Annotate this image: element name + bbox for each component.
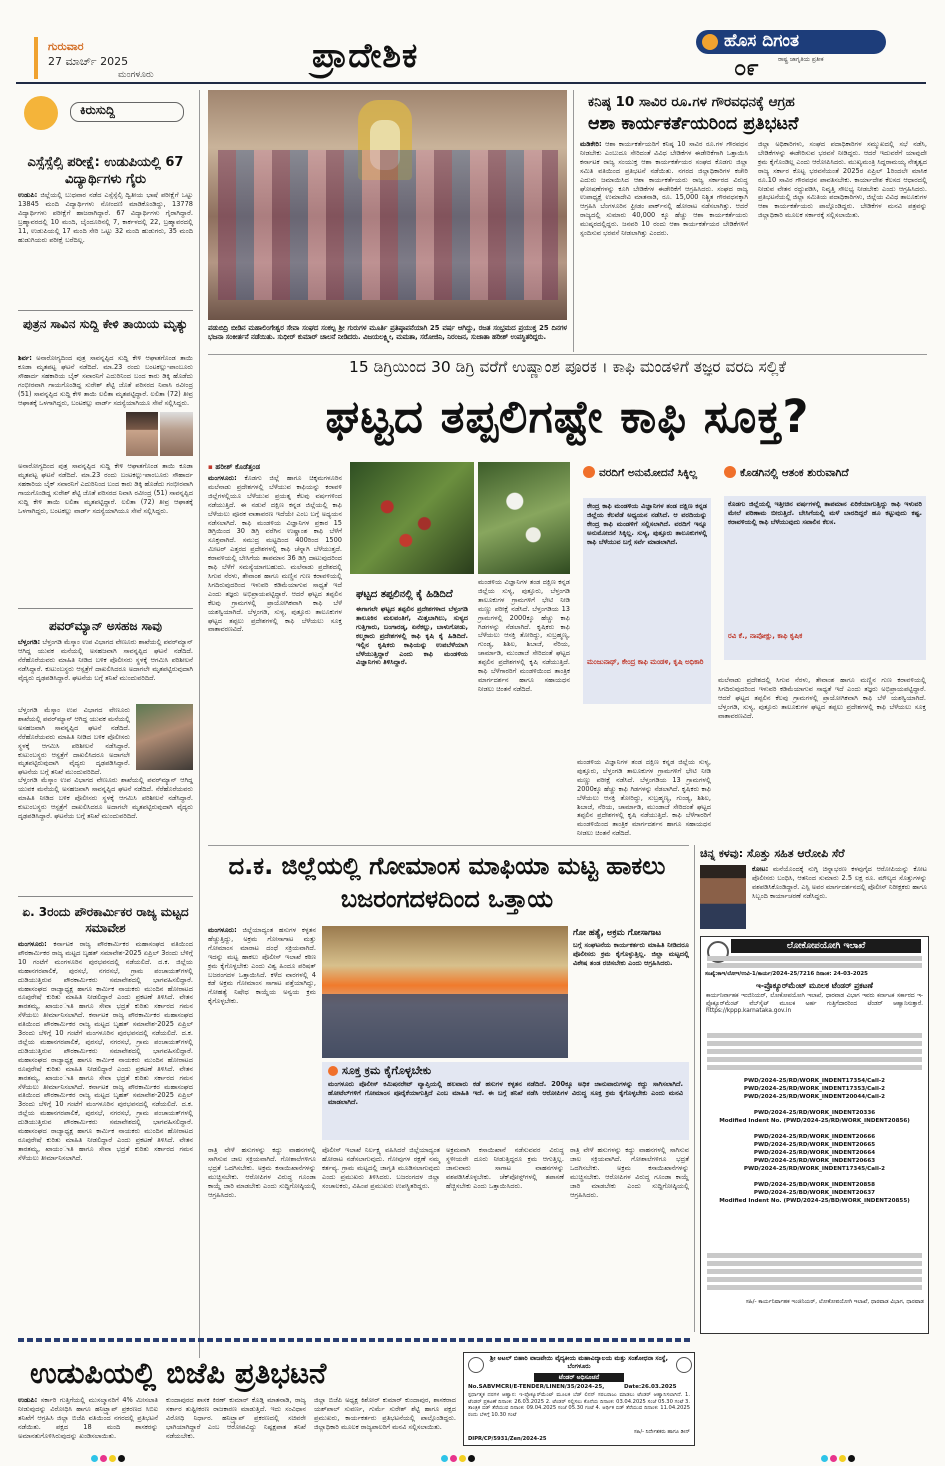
pwd-ad-ref: ಸಂಖ್ಯೆ:ಕಾಇ/ಲೋಇ/ಉವಿ-1/ಕಾರ್ಯ/2024-25/7216 ದಿನಾಂಕ: 24-03-2025 bbox=[705, 971, 868, 977]
lamp-icon bbox=[702, 34, 718, 50]
hospital-ad-title: ಶ್ರೀ ಅಟಲ್ ಬಿಹಾರಿ ವಾಜಪೇಯಿ ವೈದ್ಯಕೀಯ ಮಹಾವಿದ್ಯಾಲಯ ಮತ್ತು ಸಂಶೋಧನಾ ಸಂಸ್ಥೆ, ಬೆಂಗಳೂರು bbox=[490, 1355, 668, 1370]
coffee-photo-flowers bbox=[478, 462, 570, 574]
asha-dateline: ಮಡಿಕೇರಿ: bbox=[580, 140, 602, 148]
pwd-indent-item: PWD/2024-25/RD/WORK_INDENT20665 bbox=[753, 1142, 876, 1148]
pwd-indent-list bbox=[705, 1077, 924, 1205]
sidebar-header bbox=[18, 94, 193, 134]
cow-body-col4: ರಾತ್ರಿ ವೇಳೆ ಹಸುಗಳನ್ನು ಕದ್ದು ವಾಹನಗಳಲ್ಲಿ ಸಾಗಿಸುವ ಜಾಲ ಸಕ್ರಿಯವಾಗಿದೆ. ಗೋಶಾಲೆಗಳಿಗೂ ಭದ್ರತೆ ಒದಗಿಸಬೇಕು. ಅಕ್ರಮ ಕಸಾಯಿಖಾನೆಗಳನ್ನು ಮುಚ್ಚಿಸಬೇಕು. ಆರೋಪಿಗಳ ವಿರುದ್ಧ ಗೂಂಡಾ ಕಾಯ್ದೆ ಜಾರಿ ಮಾಡಬೇಕು ಎಂದು ಸುದ್ದಿಗೋಷ್ಠಿಯಲ್ಲಿ ಆಗ್ರಹಿಸಿದರು. bbox=[570, 1146, 689, 1199]
coffee-box-kodagu bbox=[718, 462, 926, 670]
coffee-dateline: ಮಂಗಳೂರು: bbox=[208, 474, 237, 482]
pwd-indent-item: PWD/2024-25/BD/WORK_INDENT20637 bbox=[753, 1190, 876, 1196]
sidebar-headline: ಏ. 3ರಂದು ಪೌರಕಾರ್ಮಿಕರ ರಾಜ್ಯ ಮಟ್ಟದ ಸಮಾವೇಶ bbox=[22, 905, 189, 935]
pwd-indent-item: PWD/2024-25/RD/WORK_INDENT17345/Call-2 bbox=[743, 1166, 886, 1172]
pwd-indent-item: PWD/2024-25/BD/WORK_INDENT20858 bbox=[753, 1182, 876, 1188]
pwd-ad-body: ಕಾರ್ಯನಿರ್ವಾಹಕ ಇಂಜಿನಿಯರ್, ಲೋಕೋಪಯೋಗಿ ಇಲಾಖೆ, ಧಾರವಾಡ ವಿಭಾಗ ಇವರು ಕರ್ನಾಟಕ ಸರ್ಕಾರದ ಇ-ಪ್ರೊಕ್ಯೂರ್‌ಮೆಂಟ್ ವೆಬ್‌ಸೈಟ್ ಮೂಲಕ ಅರ್ಹ ಗುತ್ತಿಗೆದಾರರಿಂದ ಟೆಂಡರ್ ಆಹ್ವಾನಿಸುತ್ತಾರೆ. https://kppp.karnataka.gov.in bbox=[706, 993, 923, 1015]
coffee-body-col4: ಮಲೆನಾಡು ಪ್ರದೇಶದಲ್ಲಿ ಸಿಗುವ ನೆರಳು, ತೇವಾಂಶ ಹಾಗೂ ಮಣ್ಣಿನ ಗುಣ ಕರಾವಳಿಯಲ್ಲಿ ಸಿಗದಿರುವುದರಿಂದ ಇಳುವರಿ ಕಡಿಮೆಯಾಗುವ ಸಾಧ್ಯತೆ ಇದೆ ಎಂದು ತಜ್ಞರು ಅಭಿಪ್ರಾಯಪಟ್ಟಿದ್ದಾರೆ. ಆದರೆ ಘಟ್ಟದ ತಪ್ಪಲಿನ ಕೆಲವು ಗ್ರಾಮಗಳಲ್ಲಿ ಪ್ರಾಯೋಗಿಕವಾಗಿ ಕಾಫಿ ಬೆಳೆ ಯಶಸ್ವಿಯಾಗಿದೆ. ಬೆಳ್ತಂಗಡಿ, ಸುಳ್ಯ, ಪುತ್ತೂರು ತಾಲೂಕುಗಳ ಘಟ್ಟದ ತಪ್ಪಲು ಪ್ರದೇಶಗಳಲ್ಲಿ ಕಾಫಿ ಬೆಳೆಯಲು ಸೂಕ್ತ ವಾತಾವರಣವಿದೆ. bbox=[718, 676, 926, 720]
orange-bubble-icon bbox=[583, 466, 595, 478]
registration-marks-center bbox=[440, 1447, 476, 1466]
photo-powerman bbox=[136, 704, 193, 770]
masthead-left-bar bbox=[34, 37, 38, 79]
sidebar-body: ಬೆಳ್ತಂಗಡಿ ಮೆಸ್ಕಾಂ ಉಪ ವಿಭಾಗದ ವೇಣೂರು ಶಾಖೆಯಲ್ಲಿ ಪವರ್‌ಮ್ಯಾನ್ ಆಗಿದ್ದ ಯುವಕ ಮನೆಯಲ್ಲಿ ಅಸಹಜವಾಗಿ ಸಾವನ್ನಪ್ಪಿದ ಘಟನೆ ನಡೆದಿದೆ. ನೆರೆಹೊರೆಯವರು ಮಾಹಿತಿ ನೀಡಿದ ಬಳಿಕ ಪೊಲೀಸರು ಸ್ಥಳಕ್ಕೆ ಆಗಮಿಸಿ ಪರಿಶೀಲನೆ ನಡೆಸಿದ್ದಾರೆ. ಕುಟುಂಬಸ್ಥರು ಆಸ್ಪತ್ರೆಗೆ ದಾಖಲಿಸಿದರೂ ಅದಾಗಲೇ ಮೃತಪಟ್ಟಿರುವುದಾಗಿ ವೈದ್ಯರು ದೃಢಪಡಿಸಿದ್ದಾರೆ. ಘಟನೆಯ ಬಗ್ಗೆ ತನಿಖೆ ಮುಂದುವರಿದಿದೆ. bbox=[18, 638, 193, 682]
coffee-photo-berries bbox=[350, 462, 474, 574]
cow-body-col1b: ರಾತ್ರಿ ವೇಳೆ ಹಸುಗಳನ್ನು ಕದ್ದು ವಾಹನಗಳಲ್ಲಿ ಸಾಗಿಸುವ ಜಾಲ ಸಕ್ರಿಯವಾಗಿದೆ. ಗೋಶಾಲೆಗಳಿಗೂ ಭದ್ರತೆ ಒದಗಿಸಬೇಕು. ಅಕ್ರಮ ಕಸಾಯಿಖಾನೆಗಳನ್ನು ಮುಚ್ಚಿಸಬೇಕು. ಆರೋಪಿಗಳ ವಿರುದ್ಧ ಗೂಂಡಾ ಕಾಯ್ದೆ ಜಾರಿ ಮಾಡಬೇಕು ಎಂದು ಸುದ್ದಿಗೋಷ್ಠಿಯಲ್ಲಿ ಆಗ್ರಹಿಸಿದರು. bbox=[208, 1146, 316, 1199]
photo-accused bbox=[700, 865, 746, 929]
asha-kicker: ಕನಿಷ್ಠ 10 ಸಾವಿರ ರೂ.ಗಳ ಗೌರವಧನಕ್ಕೆ ಆಗ್ರಹ bbox=[588, 94, 795, 110]
hospital-ad-body: ಸ್ಪರ್ಧಾತ್ಮಕ ದರಗಳ ಆಹ್ವಾನ: ಇ-ಪ್ರೊಕ್ಯೂರ್‌ಮೆಂಟ್ ಮೂಲಕ ಬೆಡ್ ಲಿನನ್ ಸರಬರಾಜು ಮಾಡಲು ಟೆಂಡರ್ ಆಹ್ವಾನಿಸಲಾಗಿದೆ. 1. ಟೆಂಡರ್ ಪ್ರಕಟಣೆ ದಿನಾಂಕ: 26.03.2025 2. ಟೆಂಡರ್ ಸಲ್ಲಿಸಲು ಕೊನೆಯ ದಿನಾಂಕ: 03.04.2025 ಸಂಜೆ 05.30 ಗಂಟೆ 3. ತಾಂತ್ರಿಕ ಬಿಡ್ ತೆರೆಯುವ ದಿನಾಂಕ: 09.04.2025 ಸಂಜೆ 05.30 ಗಂಟೆ 4. ಆರ್ಥಿಕ ಬಿಡ್ ತೆರೆಯುವ ದಿನಾಂಕ: 11.04.2025 ರಂದು ಬೆಳಿಗ್ಗೆ 10.30 ಗಂಟೆ bbox=[468, 1392, 690, 1418]
pwd-ad-footer: ಸಹಿ/- ಕಾರ್ಯನಿರ್ವಾಹಕ ಇಂಜಿನಿಯರ್, ಲೋಕೋಪಯೋಗಿ ಇಲಾಖೆ, ಧಾರವಾಡ ವಿಭಾಗ, ಧಾರವಾಡ bbox=[745, 1299, 924, 1305]
coffee-box-report bbox=[577, 462, 711, 752]
cow-inset1-body: ಬಗ್ಗೆ ಸಂಘಟನೆಯ ಕಾರ್ಯಕರ್ತರು ಮಾಹಿತಿ ನೀಡಿದರೂ ಪೊಲೀಸರು ಕ್ರಮ ಕೈಗೊಳ್ಳುತ್ತಿಲ್ಲ. ಜಿಲ್ಲಾ ಮಟ್ಟದಲ್ಲಿ ವಿಶೇಷ ತಂಡ ರಚಿಸಬೇಕು ಎಂದು ಆಗ್ರಹಿಸಿದರು. bbox=[573, 941, 689, 967]
bjp-body-col3: ಜಿಲ್ಲಾ ಬಿಜೆಪಿ ಅಧ್ಯಕ್ಷ ಕಿಶೋರ್ ಕುಮಾರ್ ಕುಂದಾಪುರ, ಶಾಸಕರಾದ ಯಶ್‌ಪಾಲ್ ಸುವರ್ಣ, ಗುರ್ಮೆ ಸುರೇಶ್ ಶೆಟ್ಟಿ ಹಾಗೂ ಪಕ್ಷದ ಪ್ರಮುಖರು, ಕಾರ್ಯಕರ್ತರು ಪ್ರತಿಭಟನೆಯಲ್ಲಿ ಪಾಲ್ಗೊಂಡಿದ್ದರು. ಜಿಲ್ಲಾಧಿಕಾರಿ ಮೂಲಕ ರಾಜ್ಯಪಾಲರಿಗೆ ಮನವಿ ಸಲ್ಲಿಸಲಾಯಿತು. bbox=[314, 1396, 456, 1431]
theft-dateline: ಕೋಟ: bbox=[752, 865, 769, 873]
hand-pointing-icon bbox=[24, 96, 58, 130]
sidebar-divider bbox=[18, 310, 193, 311]
cow-vertical-rule bbox=[694, 845, 695, 1332]
registration-marks-left bbox=[90, 1447, 126, 1466]
cow-top-rule bbox=[208, 845, 689, 846]
coffee-byline: ▪ ಹರೀಶ್ ಕೊಡೆತ್ತಂಡ bbox=[208, 462, 261, 471]
sidebar-dateline: ಮಂಗಳೂರು: bbox=[18, 940, 47, 948]
emblem-right-icon bbox=[676, 1357, 692, 1373]
sidebar-body-extra: ಅನಾರೋಗ್ಯದಿಂದ ಪುತ್ರ ಸಾವನ್ನಪ್ಪಿದ ಸುದ್ದಿ ಕೇಳಿ ಆಘಾತಗೊಂಡ ತಾಯಿ ಕೂಡಾ ಮೃತಪಟ್ಟ ಘಟನೆ ನಡೆದಿದೆ. ಮಾ.23 ರಂದು ಬಂಟಕಲ್ಲು-ಪಾಂಬೂರು ಸೌಹಾರ್ದ ಸಹಕಾರಿಯ ಬೈಕ್ ಸವಾರನಿಗೆ ಎದುರಿನಿಂದ ಬಂದ ಕಾರು ಡಿಕ್ಕಿ ಹೊಡೆದು ಗಂಭೀರವಾಗಿ ಗಾಯಗೊಂಡಿದ್ದ ಸುರೇಶ್ ಶೆಟ್ಟಿ ಜೊತೆ ಪರಿಸರದ ನಿವಾಸಿ ರವೀಂದ್ರ (51) ಸಾವನ್ನಪ್ಪಿದ ಸುದ್ದಿ ಕೇಳಿ ತಾಯಿ ಲಲಿತಾ ಮೃತಪಟ್ಟಿದ್ದಾರೆ. ಲಲಿತಾ (72) ತೀವ್ರ ಆಘಾತಕ್ಕೆ ಒಳಗಾಗಿದ್ದರು, ಬಂಟಕಲ್ಲು ವಾರ್ಡ್ ಸದಸ್ಯೆಯಾಗಿಯೂ ಸೇವೆ ಸಲ್ಲಿಸಿದ್ದರು. bbox=[18, 462, 193, 515]
pen-icon: ▪ bbox=[208, 462, 216, 471]
sidebar-vertical-rule bbox=[199, 90, 200, 1358]
asha-story bbox=[580, 90, 927, 352]
bjp-headline: ಉಡುಪಿಯಲ್ಲಿ ಬಿಜೆಪಿ ಪ್ರತಿಭಟನೆ bbox=[30, 1356, 327, 1390]
cow-inset2 bbox=[322, 1062, 689, 1140]
hospital-ad-ref: No.SABVMCRI/E-TENDER/LINEN/35/2024-25, bbox=[468, 1384, 605, 1390]
coffee-kicker-rule bbox=[208, 354, 927, 355]
pwd-indent-item: PWD/2024-25/RD/WORK_INDENT20336 bbox=[753, 1110, 876, 1116]
asha-body-col2: ಜಿಲ್ಲಾ ಅಧಿಕಾರಿಗಳು, ಸಂಘದ ಪದಾಧಿಕಾರಿಗಳ ಸಮ್ಮುಖದಲ್ಲಿ ಸಭೆ ನಡೆಸಿ, ಬೇಡಿಕೆಗಳನ್ನು ಈಡೇರಿಸುವ ಭರವಸೆ ನೀಡಿದ್ದರು. ಆದರೆ ಇದುವರೆಗೆ ಯಾವುದೇ ಕ್ರಮ ಕೈಗೊಂಡಿಲ್ಲ ಎಂದು ಆರೋಪಿಸಿದರು. ಮುಖ್ಯಮಂತ್ರಿ ಸಿದ್ದರಾಮಯ್ಯ ನೇತೃತ್ವದ ರಾಜ್ಯ ಸರ್ಕಾರ ಕೊಟ್ಟ ಭರವಸೆಯಂತೆ 2025ರ ಏಪ್ರಿಲ್ 1ರಿಂದಲೇ ಮಾಸಿಕ ರೂ.10 ಸಾವಿರ ಗೌರವಧನ ಪಾವತಿಸಬೇಕು. ಕಾರ್ಯಾದೇಶ ಕೆಲಸದ ಆಧಾರದಲ್ಲಿ ನೀಡುವ ವೇತನ ರದ್ದುಪಡಿಸಿ, ನಿವೃತ್ತಿ ಸೌಲಭ್ಯ ನೀಡಬೇಕು ಎಂದು ಆಗ್ರಹಿಸಿದರು. ಪ್ರತಿಭಟನೆಯಲ್ಲಿ ಜಿಲ್ಲಾ ಸಮಿತಿಯ ಪದಾಧಿಕಾರಿಗಳು, ಜಿಲ್ಲೆಯ ವಿವಿಧ ತಾಲೂಕುಗಳ ಆಶಾ ಕಾರ್ಯಕರ್ತೆಯರು ಪಾಲ್ಗೊಂಡಿದ್ದರು. ಬೇಡಿಕೆಗಳ ಮನವಿ ಪತ್ರವನ್ನು ಜಿಲ್ಲಾಧಿಕಾರಿ ಮೂಲಕ ಸರ್ಕಾರಕ್ಕೆ ಸಲ್ಲಿಸಲಾಯಿತು. bbox=[758, 140, 927, 220]
registration-marks-right bbox=[820, 1447, 856, 1466]
coffee-inset bbox=[350, 578, 474, 836]
asha-headline: ಆಶಾ ಕಾರ್ಯಕರ್ತೆಯರಿಂದ ಪ್ರತಿಭಟನೆ bbox=[588, 114, 799, 134]
orange-bubble-icon bbox=[328, 1066, 338, 1076]
photo-man bbox=[126, 412, 158, 456]
paper-tagline: ರಾಷ್ಟ್ರ ಜಾಗೃತಿಯ ಪ್ರತೀಕ bbox=[778, 56, 824, 63]
coffee-body-col1: ಕೊಡಗು ಜಿಲ್ಲೆ ಹಾಗೂ ಚಿಕ್ಕಮಗಳೂರಿನ ಮಲೆನಾಡು ಪ್ರದೇಶಗಳಲ್ಲಿ ಬೆಳೆಯುವ ಕಾಫಿಯನ್ನು ಕರಾವಳಿ ಜಿಲ್ಲೆಗಳಲ್ಲಿಯೂ ಬೆಳೆಯುವ ಪ್ರಯತ್ನ ಕೆಲವು ವರ್ಷಗಳಿಂದ ನಡೆಯುತ್ತಿದೆ. ಈ ನಡುವೆ ದಕ್ಷಿಣ ಕನ್ನಡ ಜಿಲ್ಲೆಯಲ್ಲಿ ಕಾಫಿ ಬೆಳೆಯಲು ಪೂರಕ ವಾತಾವರಣ ಇದೆಯೇ ಎಂಬ ಬಗ್ಗೆ ಅಧ್ಯಯನ ನಡೆಸಲಾಗಿದೆ. ಕಾಫಿ ಮಂಡಳಿಯ ವಿಜ್ಞಾನಿಗಳ ಪ್ರಕಾರ 15 ಡಿಗ್ರಿಯಿಂದ 30 ಡಿಗ್ರಿ ವರೆಗಿನ ಉಷ್ಣಾಂಶ ಕಾಫಿ ಬೆಳೆಗೆ ಸೂಕ್ತವಾಗಿದೆ. ಸಮುದ್ರ ಮಟ್ಟದಿಂದ 400ರಿಂದ 1500 ಮೀಟರ್ ಎತ್ತರದ ಪ್ರದೇಶಗಳಲ್ಲಿ ಕಾಫಿ ಚೆನ್ನಾಗಿ ಬೆಳೆಯುತ್ತದೆ. ಕರಾವಳಿಯಲ್ಲಿ ಬೇಸಿಗೆಯ ತಾಪಮಾನ 36 ಡಿಗ್ರಿ ದಾಟುವುದರಿಂದ ಕಾಫಿ ಬೆಳೆಗೆ ಸಮಸ್ಯೆಯಾಗಬಹುದು. bbox=[208, 474, 342, 572]
pwd-indent-item: PWD/2024-25/RD/WORK_INDENT20664 bbox=[753, 1150, 876, 1156]
emblem-left-icon bbox=[468, 1357, 484, 1373]
sidebar-body-extra: ಬೆಳ್ತಂಗಡಿ ಮೆಸ್ಕಾಂ ಉಪ ವಿಭಾಗದ ವೇಣೂರು ಶಾಖೆಯಲ್ಲಿ ಪವರ್‌ಮ್ಯಾನ್ ಆಗಿದ್ದ ಯುವಕ ಮನೆಯಲ್ಲಿ ಅಸಹಜವಾಗಿ ಸಾವನ್ನಪ್ಪಿದ ಘಟನೆ ನಡೆದಿದೆ. ನೆರೆಹೊರೆಯವರು ಮಾಹಿತಿ ನೀಡಿದ ಬಳಿಕ ಪೊಲೀಸರು ಸ್ಥಳಕ್ಕೆ ಆಗಮಿಸಿ ಪರಿಶೀಲನೆ ನಡೆಸಿದ್ದಾರೆ. ಕುಟುಂಬಸ್ಥರು ಆಸ್ಪತ್ರೆಗೆ ದಾಖಲಿಸಿದರೂ ಅದಾಗಲೇ ಮೃತಪಟ್ಟಿರುವುದಾಗಿ ವೈದ್ಯರು ದೃಢಪಡಿಸಿದ್ದಾರೆ. ಘಟನೆಯ ಬಗ್ಗೆ ತನಿಖೆ ಮುಂದುವರಿದಿದೆ. bbox=[18, 776, 193, 820]
pwd-ad-subtitle: ಇ-ಪ್ರೊಕ್ಯೂರ್‌ಮೆಂಟ್ ಮೂಲಕ ಟೆಂಡರ್ ಪ್ರಕಟಣೆ bbox=[756, 981, 873, 990]
sidebar-item-powerman bbox=[18, 618, 193, 820]
coffee-inset-body: ಈಗಾಗಲೇ ಘಟ್ಟದ ತಪ್ಪಲಿನ ಪ್ರದೇಶಗಳಾದ ಬೆಳ್ತಂಗಡಿ ತಾಲೂಕಿನ ಮಲವಂತಿಗೆ, ಮಿತ್ತಬಾಗಿಲು, ಸುಳ್ಯದ ಗುತ್ತಿಗಾರು, ಬಂಗಾರಡ್ಕ, ಏನೆಕಲ್ಲು, ಬಾಳುಗೋಡು, ಕಲ್ಮಕಾರು ಪ್ರದೇಶಗಳಲ್ಲಿ ಕಾಫಿ ಕೃಷಿ ಕೈ ಹಿಡಿದಿದೆ. ಇಲ್ಲಿನ ಕೃಷಿಕರು ಕಾಫಿಯನ್ನು ಉಪಬೆಳೆಯಾಗಿ ಬೆಳೆಯುತ್ತಿದ್ದಾರೆ ಎಂದು ಕಾಫಿ ಮಂಡಳಿಯ ವಿಜ್ಞಾನಿಗಳು ತಿಳಿಸಿದ್ದಾರೆ. bbox=[356, 605, 468, 667]
pwd-indent-item: Modified Indent No. (PWD/2024-25/RD/WORK_INDENT20856) bbox=[719, 1118, 910, 1124]
sidebar-title: ಕಿರುಸುದ್ದಿ bbox=[80, 103, 115, 117]
pwd-indent-item: PWD/2024-25/RD/WORK_INDENT20663 bbox=[753, 1158, 876, 1164]
cow-body-col1: ಜಿಲ್ಲೆಯಾದ್ಯಂತ ಹಸುಗಳ ಕಳ್ಳತನ ಹೆಚ್ಚುತ್ತಿದ್ದು, ಅಕ್ರಮ ಗೋಸಾಗಾಟ ಮತ್ತು ಗೋಮಾಂಸ ಮಾರಾಟ ದಂಧೆ ಸಕ್ರಿಯವಾಗಿದೆ. ಇದನ್ನು ಮಟ್ಟ ಹಾಕಲು ಪೊಲೀಸ್ ಇಲಾಖೆ ಕಠಿಣ ಕ್ರಮ ಕೈಗೊಳ್ಳಬೇಕು ಎಂದು ವಿಶ್ವ ಹಿಂದೂ ಪರಿಷತ್ ಬಜರಂಗದಳ ಒತ್ತಾಯಿಸಿದೆ. ಕಳೆದ ವಾರಗಳಲ್ಲಿ 4 ಕಡೆ ಅಕ್ರಮ ಗೋಮಾಂಸ ಸಾಗಾಟ ಪತ್ತೆಯಾಗಿದ್ದು, ಗೋಹತ್ಯೆ ನಿಷೇಧ ಕಾಯ್ದೆಯ ಅನ್ವಯ ಕ್ರಮ ಕೈಗೊಳ್ಳಬೇಕು. bbox=[208, 926, 316, 1006]
cow-press-photo bbox=[322, 926, 568, 1058]
bjp-divider-bar bbox=[18, 1338, 693, 1342]
coffee-inset-title: ಘಟ್ಟದ ತಪ್ಪಲಿನಲ್ಲಿ ಕೈ ಹಿಡಿದಿದೆ bbox=[356, 589, 453, 600]
theft-body: ಮನೆಯೊಂದಕ್ಕೆ ನುಗ್ಗಿ ಚಿನ್ನಾಭರಣ ಕಳವುಗೈದ ಆರೋಪಿಯನ್ನು ಕೋಟ ಪೊಲೀಸರು ಬಂಧಿಸಿ, ಆತನಿಂದ ಸುಮಾರು 2.5 ಲಕ್ಷ ರೂ. ಮೌಲ್ಯದ ಸೊತ್ತುಗಳನ್ನು ವಶಪಡಿಸಿಕೊಂಡಿದ್ದಾರೆ. ಎಸ್ಪಿ ಅವರ ಮಾರ್ಗದರ್ಶನದಲ್ಲಿ ಪೊಲೀಸ್ ನಿರೀಕ್ಷಕರು ಹಾಗೂ ಸಿಬ್ಬಂದಿ ಕಾರ್ಯಾಚರಣೆ ನಡೆಸಿದ್ದರು. bbox=[752, 865, 927, 900]
theft-story bbox=[700, 845, 927, 933]
sidebar-body-cont bbox=[18, 410, 122, 458]
sidebar-body-cont: ಬೆಳ್ತಂಗಡಿ ಮೆಸ್ಕಾಂ ಉಪ ವಿಭಾಗದ ವೇಣೂರು ಶಾಖೆಯಲ್ಲಿ ಪವರ್‌ಮ್ಯಾನ್ ಆಗಿದ್ದ ಯುವಕ ಮನೆಯಲ್ಲಿ ಅಸಹಜವಾಗಿ ಸಾವನ್ನಪ್ಪಿದ ಘಟನೆ ನಡೆದಿದೆ. ನೆರೆಹೊರೆಯವರು ಮಾಹಿತಿ ನೀಡಿದ ಬಳಿಕ ಪೊಲೀಸರು ಸ್ಥಳಕ್ಕೆ ಆಗಮಿಸಿ ಪರಿಶೀಲನೆ ನಡೆಸಿದ್ದಾರೆ. ಕುಟುಂಬಸ್ಥರು ಆಸ್ಪತ್ರೆಗೆ ದಾಖಲಿಸಿದರೂ ಅದಾಗಲೇ ಮೃತಪಟ್ಟಿರುವುದಾಗಿ ವೈದ್ಯರು ದೃಢಪಡಿಸಿದ್ದಾರೆ. ಘಟನೆಯ ಬಗ್ಗೆ ತನಿಖೆ ಮುಂದುವರಿದಿದೆ. bbox=[18, 706, 130, 777]
masthead-logo bbox=[696, 30, 892, 82]
photo-woman bbox=[160, 412, 193, 456]
masthead-city: ಮಂಗಳೂರು bbox=[118, 70, 154, 80]
temple-photo-caption: ಪಡುಬಿದ್ರಿ ಬೀಡಿನ ಮಹಾಲಿಂಗೇಶ್ವರ ಸೇವಾ ಸಂಘದ ಸಂಕಲ್ಪ ಶ್ರೀ ಗುರುಗಳ ಮೂರ್ತಿ ಪ್ರತಿಷ್ಠಾಪನೆಯಾಗಿ 25 ವರ್ಷ ಆಗಿದ್ದು, ರಜತ ಸಂಭ್ರಮದ ಪ್ರಯುಕ್ತ 25 ದಿನಗಳ ಭಜನಾ ಸಂಕೀರ್ತನೆ ನಡೆಯಿತು. ಸುಧೀರ್ ಕುಮಾರ್ ಚಾಲನೆ ನೀಡಿದರು. ವಿಜಯಲಕ್ಷ್ಮೀ, ಮಮತಾ, ಸರೋಜಿನಿ, ನಿರಂಜನ, ಸುಜಾತಾ ಹರೀಶ್ ಉಪಸ್ಥಿತರಿದ್ದರು. bbox=[208, 324, 567, 342]
coffee-box-report-body: ಕೇಂದ್ರ ಕಾಫಿ ಮಂಡಳಿಯ ವಿಜ್ಞಾನಿಗಳ ತಂಡ ದಕ್ಷಿಣ ಕನ್ನಡ ಜಿಲ್ಲೆಯ ಕೆಲವೆಡೆ ಅಧ್ಯಯನ ನಡೆಸಿದೆ. ಆ ವರದಿಯನ್ನು ಕೇಂದ್ರ ಕಾಫಿ ಮಂಡಳಿಗೆ ಸಲ್ಲಿಸಲಾಗಿದೆ. ವರದಿಗೆ ಇನ್ನೂ ಅನುಮೋದನೆ ಸಿಕ್ಕಿಲ್ಲ. ಸುಳ್ಯ, ಪುತ್ತೂರು ತಾಲೂಕುಗಳಲ್ಲಿ ಕಾಫಿ ಬೆಳೆಯುವ ಬಗ್ಗೆ ಸರ್ವೆ ಮಾಡಲಾಗಿದೆ. bbox=[587, 502, 707, 546]
coffee-box-aside-body: ಮಂಡಳಿಯ ವಿಜ್ಞಾನಿಗಳ ತಂಡ ದಕ್ಷಿಣ ಕನ್ನಡ ಜಿಲ್ಲೆಯ ಸುಳ್ಯ, ಪುತ್ತೂರು, ಬೆಳ್ತಂಗಡಿ ತಾಲೂಕುಗಳ ಗ್ರಾಮಗಳಿಗೆ ಭೇಟಿ ನೀಡಿ ಮಣ್ಣು ಪರೀಕ್ಷೆ ನಡೆಸಿದೆ. ಬೆಳ್ತಂಗಡಿಯ 13 ಗ್ರಾಮಗಳಲ್ಲಿ 2000ಕ್ಕೂ ಹೆಚ್ಚು ಕಾಫಿ ಗಿಡಗಳನ್ನು ನೆಡಲಾಗಿದೆ. ಕೃಷಿಕರು ಕಾಫಿ ಬೆಳೆಯಲು ಆಸಕ್ತಿ ತೋರಿದ್ದು, ಸುಬ್ರಹ್ಮಣ್ಯ, ಗುಂಡ್ಯ, ಶಿಶಿಲ, ಶಿಬಾಜೆ, ನೆರಿಯ, ಚಾರ್ಮಾಡಿ, ಮುಂಡಾಜೆ ಸೇರಿದಂತೆ ಘಟ್ಟದ ತಪ್ಪಲಿನ ಪ್ರದೇಶಗಳಲ್ಲಿ ಕೃಷಿ ನಡೆಯುತ್ತಿದೆ. ಕಾಫಿ ಬೆಳೆಗಾರರಿಗೆ ಮಂಡಳಿಯಿಂದ ತಾಂತ್ರಿಕ ಮಾರ್ಗದರ್ಶನ ಹಾಗೂ ಸಹಾಯಧನ ನೀಡಲು ಚಿಂತನೆ ನಡೆದಿದೆ. bbox=[577, 758, 711, 838]
cow-inset2-body: ಮಂಗಳೂರು ಪೊಲೀಸ್ ಕಮಿಷನರೇಟ್ ವ್ಯಾಪ್ತಿಯಲ್ಲಿ ಹಲವಾರು ಕಡೆ ಹಸುಗಳ ಕಳ್ಳತನ ನಡೆದಿದೆ. 200ಕ್ಕೂ ಅಧಿಕ ಜಾನುವಾರುಗಳನ್ನು ಕದ್ದು ಸಾಗಿಸಲಾಗಿದೆ. ಹೋಟೆಲ್‌ಗಳಿಗೆ ಗೋಮಾಂಸ ಪೂರೈಕೆಯಾಗುತ್ತಿದೆ ಎಂಬ ಮಾಹಿತಿ ಇದೆ. ಈ ಬಗ್ಗೆ ತನಿಖೆ ನಡೆಸಿ ಆರೋಪಿಗಳ ವಿರುದ್ಧ ಸೂಕ್ತ ಕ್ರಮ ಕೈಗೊಳ್ಳಬೇಕು ಎಂದು ಮನವಿ ಮಾಡಲಾಗಿದೆ. bbox=[328, 1080, 683, 1106]
cow-body-col2: ಪೊಲೀಸ್ ಇಲಾಖೆ ನಿರ್ಲಕ್ಷ್ಯ ವಹಿಸಿದರೆ ಜಿಲ್ಲೆಯಾದ್ಯಂತ ಹೋರಾಟ ನಡೆಸಲಾಗುವುದು. ಗೋವುಗಳ ರಕ್ಷಣೆ ನಮ್ಮ ಕರ್ತವ್ಯ. ಗ್ರಾಮ ಮಟ್ಟದಲ್ಲಿ ಜಾಗೃತಿ ಮೂಡಿಸಲಾಗುವುದು ಎಂದು ಪ್ರಮುಖರು ತಿಳಿಸಿದರು. ಬಜರಂಗದಳ ಜಿಲ್ಲಾ ಸಂಚಾಲಕರು, ವಿಹಿಂಪ ಪ್ರಮುಖರು ಉಪಸ್ಥಿತರಿದ್ದರು. bbox=[322, 1146, 440, 1190]
cow-inset2-title: ಸೂಕ್ತ ಕ್ರಮ ಕೈಗೊಳ್ಳಬೇಕು bbox=[342, 1064, 432, 1077]
sidebar-headline: ಪವರ್‌ಮ್ಯಾನ್ ಅಸಹಜ ಸಾವು bbox=[49, 619, 162, 633]
hospital-ad-date: Date:26.03.2025 bbox=[624, 1384, 677, 1390]
pwd-indent-item: PWD/2024-25/RD/WORK_INDENT17353/Call-2 bbox=[743, 1086, 886, 1092]
coffee-kicker: 15 ಡಿಗ್ರಿಯಿಂದ 30 ಡಿಗ್ರಿ ವರೆಗೆ ಉಷ್ಣಾಂಶ ಪೂರಕ । ಕಾಫಿ ಮಂಡಳಿಗೆ ತಜ್ಞರ ವರದಿ ಸಲ್ಲಿಕೆ bbox=[348, 358, 787, 376]
coffee-box-kodagu-title: ಕೊಡಗಿನಲ್ಲಿ ಆತಂಕ ಶುರುವಾಗಿದೆ bbox=[740, 467, 849, 479]
coffee-box-kodagu-signature: ರವಿ ಕೆ., ನಾಪೋಕ್ಲು, ಕಾಫಿ ಕೃಷಿಕ bbox=[728, 632, 803, 640]
orange-bubble-icon bbox=[724, 466, 736, 478]
coffee-box-kodagu-body: ಕೊಡಗು ಜಿಲ್ಲೆಯಲ್ಲಿ ಇತ್ತೀಚಿನ ವರ್ಷಗಳಲ್ಲಿ ತಾಪಮಾನ ಏರಿಕೆಯಾಗುತ್ತಿದ್ದು ಕಾಫಿ ಇಳುವರಿ ಮೇಲೆ ಪರಿಣಾಮ ಬೀರುತ್ತಿದೆ. ಬೇಸಿಗೆಯಲ್ಲಿ ಮಳೆ ಬಾರದಿದ್ದರೆ ಹೂ ಕಟ್ಟುವುದು ಕಷ್ಟ. ಕರಾವಳಿಯಲ್ಲಿ ಕಾಫಿ ಬೆಳೆಯುವುದು ಸವಾಲಿನ ಕೆಲಸ. bbox=[728, 500, 922, 526]
asha-body-col1: ಆಶಾ ಕಾರ್ಯಕರ್ತೆಯರಿಗೆ ಕನಿಷ್ಠ 10 ಸಾವಿರ ರೂ.ಗಳ ಗೌರವಧನ ನೀಡಬೇಕು ಎಂಬುದೂ ಸೇರಿದಂತೆ ವಿವಿಧ ಬೇಡಿಕೆಗಳ ಈಡೇರಿಕೆಗಾಗಿ ಒತ್ತಾಯಿಸಿ ಕರ್ನಾಟಕ ರಾಜ್ಯ ಸಂಯುಕ್ತ ಆಶಾ ಕಾರ್ಯಕರ್ತೆಯರ ಸಂಘದ ಕೊಡಗು ಜಿಲ್ಲಾ ಸಮಿತಿ ವತಿಯಿಂದ ಪ್ರತಿಭಟನೆ ನಡೆಯಿತು. ನಗರದ ಜಿಲ್ಲಾಧಿಕಾರಿಗಳ ಕಚೇರಿ ಎದುರು ಜಮಾಯಿಸಿದ ಆಶಾ ಕಾರ್ಯಕರ್ತೆಯರು ರಾಜ್ಯ ಸರ್ಕಾರದ ವಿರುದ್ಧ ಘೋಷಣೆಗಳನ್ನು ಕೂಗಿ ಬೇಡಿಕೆಗಳ ಈಡೇರಿಕೆಗೆ ಆಗ್ರಹಿಸಿದರು. ಸಂಘದ ರಾಜ್ಯ ಉಪಾಧ್ಯಕ್ಷೆ ಉಮಾದೇವಿ ಮಾತನಾಡಿ, ರೂ. 15,000 ನಿಶ್ಚಿತ ಗೌರವಧನಕ್ಕಾಗಿ ಆಗ್ರಹಿಸಿ ಬೆಂಗಳೂರಿನ ಫ್ರೀಡಂ ಪಾರ್ಕ್‌ನಲ್ಲಿ ಹೋರಾಟ ನಡೆಸಲಾಗಿತ್ತು. ಆದರೆ ರಾಜ್ಯದಲ್ಲಿ ಸುಮಾರು 40,000 ಕ್ಕೂ ಹೆಚ್ಚು ಆಶಾ ಕಾರ್ಯಕರ್ತೆಯರು ಮುಷ್ಕರದಲ್ಲಿದ್ದರು. ಜನವರಿ 10 ರಂದು ಆಶಾ ಕಾರ್ಯಕರ್ತೆಯರ ಬೇಡಿಕೆಗಳಿಗೆ ಸ್ಪಂದಿಸುವ ಭರವಸೆ ನೀಡಲಾಗಿತ್ತು ಎಂದರು. bbox=[580, 140, 748, 238]
hospital-tender-ad bbox=[463, 1352, 695, 1446]
hospital-ad-section: ಟೆಂಡರ್ ಅಧಿಸೂಚನೆ bbox=[534, 1373, 624, 1382]
sidebar-body: ಅನಾರೋಗ್ಯದಿಂದ ಪುತ್ರ ಸಾವನ್ನಪ್ಪಿದ ಸುದ್ದಿ ಕೇಳಿ ಆಘಾತಗೊಂಡ ತಾಯಿ ಕೂಡಾ ಮೃತಪಟ್ಟ ಘಟನೆ ನಡೆದಿದೆ. ಮಾ.23 ರಂದು ಬಂಟಕಲ್ಲು-ಪಾಂಬೂರು ಸೌಹಾರ್ದ ಸಹಕಾರಿಯ ಬೈಕ್ ಸವಾರನಿಗೆ ಎದುರಿನಿಂದ ಬಂದ ಕಾರು ಡಿಕ್ಕಿ ಹೊಡೆದು ಗಂಭೀರವಾಗಿ ಗಾಯಗೊಂಡಿದ್ದ ಸುರೇಶ್ ಶೆಟ್ಟಿ ಜೊತೆ ಪರಿಸರದ ನಿವಾಸಿ ರವೀಂದ್ರ (51) ಸಾವನ್ನಪ್ಪಿದ ಸುದ್ದಿ ಕೇಳಿ ತಾಯಿ ಲಲಿತಾ ಮೃತಪಟ್ಟಿದ್ದಾರೆ. ಲಲಿತಾ (72) ತೀವ್ರ ಆಘಾತಕ್ಕೆ ಒಳಗಾಗಿದ್ದರು, ಬಂಟಕಲ್ಲು ವಾರ್ಡ್ ಸದಸ್ಯೆಯಾಗಿಯೂ ಸೇವೆ ಸಲ್ಲಿಸಿದ್ದರು. bbox=[18, 354, 193, 407]
sidebar-dateline: ಬೆಳ್ತಂಗಡಿ: bbox=[18, 638, 41, 646]
sidebar bbox=[18, 90, 193, 1360]
sidebar-item-mother-death bbox=[18, 316, 193, 515]
cow-headline: ದ.ಕ. ಜಿಲ್ಲೆಯಲ್ಲಿ ಗೋಮಾಂಸ ಮಾಫಿಯಾ ಮಟ್ಟ ಹಾಕಲು ಬಜರಂಗದಳದಿಂದ ಒತ್ತಾಯ bbox=[228, 852, 666, 913]
masthead-day: ಗುರುವಾರ bbox=[48, 40, 84, 53]
temple-photo bbox=[208, 90, 567, 320]
cow-inset1 bbox=[573, 926, 689, 1058]
sidebar-headline: ಪುತ್ರನ ಸಾವಿನ ಸುದ್ದಿ ಕೇಳಿ ತಾಯಿಯ ಮೃತ್ಯು bbox=[22, 317, 189, 331]
sidebar-item-workers-meet: ಏ. 3ರಂದು ಪೌರಕಾರ್ಮಿಕರ ರಾಜ್ಯ ಮಟ್ಟದ ಸಮಾವೇಶ ಮಂಗಳೂರು: ಕರ್ನಾಟಕ ರಾಜ್ಯ ಪೌರಕಾರ್ಮಿಕರ ಮಹಾಸಂಘದ ವತಿಯಿಂದ ಪೌರಕಾರ್ಮಿಕರ ರಾಜ್ಯ ಮಟ್ಟದ ಬೃಹತ್ ಸಮಾವೇಶ-2025 ಏಪ್ರಿಲ್ 3ರಂದು ಬೆಳಿಗ್ಗೆ 10 ಗಂಟೆಗೆ ಮಂಗಳೂರಿನ ಪುರಭವನದಲ್ಲಿ ನಡೆಯಲಿದೆ. ದ.ಕ. ಜಿಲ್ಲೆಯ ಮಹಾನಗರಪಾಲಿಕೆ, ಪುರಸಭೆ, ನಗರಸಭೆ, ಗ್ರಾಮ ಪಂಚಾಯತ್‌ಗಳಲ್ಲಿ ದುಡಿಯುತ್ತಿರುವ ಪೌರಕಾರ್ಮಿಕರು ಸಮಾವೇಶದಲ್ಲಿ ಭಾಗವಹಿಸಲಿದ್ದಾರೆ. ಮಹಾಸಂಘದ ರಾಜ್ಯಾಧ್ಯಕ್ಷ ಹಾಗೂ ಕಾರ್ಮಿಕ ನಾಯಕರು ಮುಂದಿನ ಹೋರಾಟದ ರೂಪುರೇಷೆ ಕುರಿತು ಮಾಹಿತಿ ನೀಡಲಿದ್ದಾರೆ ಎಂದು ಪ್ರಕಟಣೆ ತಿಳಿಸಿದೆ. ವೇತನ ತಾರತಮ್ಯ, ಖಾಯಂಾತಿ ಹಾಗೂ ಸೇವಾ ಭದ್ರತೆ ಕುರಿತು ಸರ್ಕಾರದ ಗಮನ ಸೆಳೆಯಲು ತೀರ್ಮಾನಿಸಲಾಗಿದೆ. ಕರ್ನಾಟಕ ರಾಜ್ಯ ಪೌರಕಾರ್ಮಿಕರ ಮಹಾಸಂಘದ ವತಿಯಿಂದ ಪೌರಕಾರ್ಮಿಕರ ರಾಜ್ಯ ಮಟ್ಟದ ಬೃಹತ್ ಸಮಾವೇಶ-2025 ಏಪ್ರಿಲ್ 3ರಂದು ಬೆಳಿಗ್ಗೆ 10 ಗಂಟೆಗೆ ಮಂಗಳೂರಿನ ಪುರಭವನದಲ್ಲಿ ನಡೆಯಲಿದೆ. ದ.ಕ. ಜಿಲ್ಲೆಯ ಮಹಾನಗರಪಾಲಿಕೆ, ಪುರಸಭೆ, ನಗರಸಭೆ, ಗ್ರಾಮ ಪಂಚಾಯತ್‌ಗಳಲ್ಲಿ ದುಡಿಯುತ್ತಿರುವ ಪೌರಕಾರ್ಮಿಕರು ಸಮಾವೇಶದಲ್ಲಿ ಭಾಗವಹಿಸಲಿದ್ದಾರೆ. ಮಹಾಸಂಘದ ರಾಜ್ಯಾಧ್ಯಕ್ಷ ಹಾಗೂ ಕಾರ್ಮಿಕ ನಾಯಕರು ಮುಂದಿನ ಹೋರಾಟದ ರೂಪುರೇಷೆ ಕುರಿತು ಮಾಹಿತಿ ನೀಡಲಿದ್ದಾರೆ ಎಂದು ಪ್ರಕಟಣೆ ತಿಳಿಸಿದೆ. ವೇತನ ತಾರತಮ್ಯ, ಖಾಯಂಾತಿ ಹಾಗೂ ಸೇವಾ ಭದ್ರತೆ ಕುರಿತು ಸರ್ಕಾರದ ಗಮನ ಸೆಳೆಯಲು ತೀರ್ಮಾನಿಸಲಾಗಿದೆ. ಕರ್ನಾಟಕ ರಾಜ್ಯ ಪೌರಕಾರ್ಮಿಕರ ಮಹಾಸಂಘದ ವತಿಯಿಂದ ಪೌರಕಾರ್ಮಿಕರ ರಾಜ್ಯ ಮಟ್ಟದ ಬೃಹತ್ ಸಮಾವೇಶ-2025 ಏಪ್ರಿಲ್ 3ರಂದು ಬೆಳಿಗ್ಗೆ 10 ಗಂಟೆಗೆ ಮಂಗಳೂರಿನ ಪುರಭವನದಲ್ಲಿ ನಡೆಯಲಿದೆ. ದ.ಕ. ಜಿಲ್ಲೆಯ ಮಹಾನಗರಪಾಲಿಕೆ, ಪುರಸಭೆ, ನಗರಸಭೆ, ಗ್ರಾಮ ಪಂಚಾಯತ್‌ಗಳಲ್ಲಿ ದುಡಿಯುತ್ತಿರುವ ಪೌರಕಾರ್ಮಿಕರು ಸಮಾವೇಶದಲ್ಲಿ ಭಾಗವಹಿಸಲಿದ್ದಾರೆ. ಮಹಾಸಂಘದ ರಾಜ್ಯಾಧ್ಯಕ್ಷ ಹಾಗೂ ಕಾರ್ಮಿಕ ನಾಯಕರು ಮುಂದಿನ ಹೋರಾಟದ ರೂಪುರೇಷೆ ಕುರಿತು ಮಾಹಿತಿ ನೀಡಲಿದ್ದಾರೆ ಎಂದು ಪ್ರಕಟಣೆ ತಿಳಿಸಿದೆ. ವೇತನ ತಾರತಮ್ಯ, ಖಾಯಂಾತಿ ಹಾಗೂ ಸೇವಾ ಭದ್ರತೆ ಕುರಿತು ಸರ್ಕಾರದ ಗಮನ ಸೆಳೆಯಲು ತೀರ್ಮಾನಿಸಲಾಗಿದೆ. bbox=[18, 905, 193, 1162]
bjp-body-col2: ಕುಂದಾಪುರದ ಶಾಸಕ ಕಿರಣ್ ಕುಮಾರ್ ಕೊಡ್ಗಿ ಮಾತನಾಡಿ, ರಾಜ್ಯ ಸರ್ಕಾರ ತುಷ್ಟೀಕರಣ ರಾಜಕಾರಣ ಮಾಡುತ್ತಿದೆ. ಇದು ಸಂವಿಧಾನ ವಿರೋಧಿ ನಿರ್ಧಾರ. ಹನಿಟ್ರ್ಯಾಪ್ ಪ್ರಕರಣದಲ್ಲಿ ಸಚಿವರೇ ಭಾಗಿಯಾಗಿದ್ದಾರೆ ಎಂಬ ಆರೋಪವಿದ್ದು ನಿಷ್ಪಕ್ಷಪಾತ ತನಿಖೆ ನಡೆಯಬೇಕು. bbox=[166, 1396, 306, 1440]
sidebar-divider bbox=[18, 608, 193, 609]
paper-logo-text: ಹೊಸ ದಿಗಂತ bbox=[724, 31, 799, 51]
pwd-indent-item: PWD/2024-25/RD/WORK_INDENT20044/Call-2 bbox=[743, 1094, 886, 1100]
sidebar-body: ಜಿಲ್ಲೆಯಲ್ಲಿ ಬುಧವಾರ ನಡೆದ ಎಸ್ಸೆಸ್ಸೆಲ್ಸಿ ದ್ವಿತೀಯ ಭಾಷೆ ಪರೀಕ್ಷೆಗೆ ಒಟ್ಟು 13845 ಮಂದಿ ವಿದ್ಯಾರ್ಥಿಗಳು ನೋಂದಣಿ ಮಾಡಿಕೊಂಡಿದ್ದು, 13778 ವಿದ್ಯಾರ್ಥಿಗಳು ಪರೀಕ್ಷೆಗೆ ಹಾಜರಾಗಿದ್ದಾರೆ. 67 ವಿದ್ಯಾರ್ಥಿಗಳು ಗೈರಾಗಿದ್ದಾರೆ. ಬ್ರಹ್ಮಾವರದಲ್ಲಿ 10 ಮಂದಿ, ಬೈಂದೂರಿನಲ್ಲಿ 7, ಕಾರ್ಕಳದಲ್ಲಿ 22, ಬ್ರಹ್ಮಾವರದಲ್ಲಿ 11, ಉಡುಪಿಯಲ್ಲಿ 17 ಮಂದಿ ಸೇರಿ ಒಟ್ಟು 32 ಮಂದಿ ಹುಡುಗರು, 35 ಮಂದಿ ಹುಡುಗಿಯರು ಪರೀಕ್ಷೆ ಬರೆದಿಲ್ಲ. bbox=[18, 191, 193, 244]
sidebar-dateline: ಉಡುಪಿ: bbox=[18, 191, 38, 199]
bjp-bottom-strip bbox=[18, 1396, 456, 1446]
coffee-headline: ಘಟ್ಟದ ತಪ್ಪಲಿಗಷ್ಟೇ ಕಾಫಿ ಸೂಕ್ತ? bbox=[325, 390, 810, 443]
sidebar-item-sslc bbox=[18, 154, 193, 285]
masthead-section-title: ಪ್ರಾದೇಶಿಕ bbox=[312, 36, 419, 76]
photo-vertical-rule bbox=[573, 90, 574, 352]
sidebar-headline: ಎಸ್ಸೆಸ್ಸೆಲ್ಸಿ ಪರೀಕ್ಷೆ: ಉಡುಪಿಯಲ್ಲಿ 67 ವಿದ್ಯಾರ್ಥಿಗಳು ಗೈರು bbox=[27, 155, 184, 187]
cow-body-col3: ಅಕ್ರಮವಾಗಿ ಕಸಾಯಿಖಾನೆ ನಡೆಸುವವರ ವಿರುದ್ಧ ಸ್ಥಳೀಯರೇ ದೂರು ನೀಡುತ್ತಿದ್ದರೂ ಕ್ರಮ ಆಗುತ್ತಿಲ್ಲ. ಜಾನುವಾರು ಸಾಗಾಟ ವಾಹನಗಳನ್ನು ವಶಪಡಿಸಿಕೊಳ್ಳಬೇಕು. ಚೆಕ್‌ಪೋಸ್ಟ್‌ಗಳಲ್ಲಿ ತಪಾಸಣೆ ಹೆಚ್ಚಿಸಬೇಕು ಎಂದು ಒತ್ತಾಯಿಸಿದರು. bbox=[446, 1146, 564, 1190]
coffee-box-report-signature: ಮಂಜುನಾಥ್, ಕೇಂದ್ರ ಕಾಫಿ ಮಂಡಳಿ, ಕೃಷಿ ಅಧಿಕಾರಿ bbox=[587, 658, 704, 666]
bjp-dateline: ಉಡುಪಿ: bbox=[18, 1396, 38, 1404]
bjp-body-col1: ಸರ್ಕಾರಿ ಗುತ್ತಿಗೆಯಲ್ಲಿ ಮುಸಲ್ಮಾನರಿಗೆ 4% ಮೀಸಲಾತಿ ನೀಡುವುದನ್ನು ವಿರೋಧಿಸಿ ಹಾಗೂ ಹನಿಟ್ರ್ಯಾಪ್ ಪ್ರಕರಣದ ಸಿಬಿಐ ತನಿಖೆಗೆ ಆಗ್ರಹಿಸಿ ಜಿಲ್ಲಾ ಬಿಜೆಪಿ ವತಿಯಿಂದ ನಗರದಲ್ಲಿ ಪ್ರತಿಭಟನೆ ನಡೆಯಿತು. ಪಕ್ಷದ 18 ಮಂದಿ ಶಾಸಕರನ್ನು ಅಮಾನತುಗೊಳಿಸಿರುವುದನ್ನು ಖಂಡಿಸಲಾಯಿತು. bbox=[18, 1396, 158, 1440]
page-number: ೦೯ bbox=[734, 56, 759, 81]
masthead-rule bbox=[16, 82, 926, 84]
cow-dateline: ಮಂಗಳೂರು: bbox=[208, 926, 237, 934]
sidebar-divider bbox=[18, 896, 193, 897]
pwd-ad-title: ಲೋಕೋಪಯೋಗಿ ಇಲಾಖೆ bbox=[731, 939, 921, 953]
hospital-ad-code: DIPR/CP/5931/Zen/2024-25 bbox=[468, 1436, 547, 1442]
hospital-ad-footer: ಸಹಿ/- ನಿರ್ದೇಶಕರು ಹಾಗೂ ಡೀನ್ bbox=[634, 1429, 690, 1435]
sidebar-dateline: ಶಿರ್ವ: bbox=[18, 354, 32, 362]
theft-headline: ಚಿನ್ನ ಕಳವು: ಸೊತ್ತು ಸಹಿತ ಆರೋಪಿ ಸೆರೆ bbox=[700, 847, 845, 860]
pwd-tender-ad bbox=[700, 936, 929, 1334]
coffee-box-report-title: ವರದಿಗೆ ಅನುಮೋದನೆ ಸಿಕ್ಕಿಲ್ಲ bbox=[599, 467, 698, 479]
coffee-body-col3: ಮಂಡಳಿಯ ವಿಜ್ಞಾನಿಗಳ ತಂಡ ದಕ್ಷಿಣ ಕನ್ನಡ ಜಿಲ್ಲೆಯ ಸುಳ್ಯ, ಪುತ್ತೂರು, ಬೆಳ್ತಂಗಡಿ ತಾಲೂಕುಗಳ ಗ್ರಾಮಗಳಿಗೆ ಭೇಟಿ ನೀಡಿ ಮಣ್ಣು ಪರೀಕ್ಷೆ ನಡೆಸಿದೆ. ಬೆಳ್ತಂಗಡಿಯ 13 ಗ್ರಾಮಗಳಲ್ಲಿ 2000ಕ್ಕೂ ಹೆಚ್ಚು ಕಾಫಿ ಗಿಡಗಳನ್ನು ನೆಡಲಾಗಿದೆ. ಕೃಷಿಕರು ಕಾಫಿ ಬೆಳೆಯಲು ಆಸಕ್ತಿ ತೋರಿದ್ದು, ಸುಬ್ರಹ್ಮಣ್ಯ, ಗುಂಡ್ಯ, ಶಿಶಿಲ, ಶಿಬಾಜೆ, ನೆರಿಯ, ಚಾರ್ಮಾಡಿ, ಮುಂಡಾಜೆ ಸೇರಿದಂತೆ ಘಟ್ಟದ ತಪ್ಪಲಿನ ಪ್ರದೇಶಗಳಲ್ಲಿ ಕೃಷಿ ನಡೆಯುತ್ತಿದೆ. ಕಾಫಿ ಬೆಳೆಗಾರರಿಗೆ ಮಂಡಳಿಯಿಂದ ತಾಂತ್ರಿಕ ಮಾರ್ಗದರ್ಶನ ಹಾಗೂ ಸಹಾಯಧನ ನೀಡಲು ಚಿಂತನೆ ನಡೆದಿದೆ. bbox=[478, 578, 570, 693]
cow-inset1-title: ಗೋ ಹತ್ಯೆ, ಅಕ್ರಮ ಗೋಸಾಗಾಟ bbox=[573, 928, 662, 938]
pwd-indent-item: PWD/2024-25/RD/WORK_INDENT17354/Call-2 bbox=[743, 1078, 886, 1084]
masthead bbox=[0, 0, 945, 86]
masthead-date: 27 ಮಾರ್ಚ್ 2025 bbox=[48, 55, 129, 68]
pwd-indent-item: PWD/2024-25/RD/WORK_INDENT20666 bbox=[753, 1134, 876, 1140]
sidebar-body: ಕರ್ನಾಟಕ ರಾಜ್ಯ ಪೌರಕಾರ್ಮಿಕರ ಮಹಾಸಂಘದ ವತಿಯಿಂದ ಪೌರಕಾರ್ಮಿಕರ ರಾಜ್ಯ ಮಟ್ಟದ ಬೃಹತ್ ಸಮಾವೇಶ-2025 ಏಪ್ರಿಲ್ 3ರಂದು ಬೆಳಿಗ್ಗೆ 10 ಗಂಟೆಗೆ ಮಂಗಳೂರಿನ ಪುರಭವನದಲ್ಲಿ ನಡೆಯಲಿದೆ. ದ.ಕ. ಜಿಲ್ಲೆಯ ಮಹಾನಗರಪಾಲಿಕೆ, ಪುರಸಭೆ, ನಗರಸಭೆ, ಗ್ರಾಮ ಪಂಚಾಯತ್‌ಗಳಲ್ಲಿ ದುಡಿಯುತ್ತಿರುವ ಪೌರಕಾರ್ಮಿಕರು ಸಮಾವೇಶದಲ್ಲಿ ಭಾಗವಹಿಸಲಿದ್ದಾರೆ. ಮಹಾಸಂಘದ ರಾಜ್ಯಾಧ್ಯಕ್ಷ ಹಾಗೂ ಕಾರ್ಮಿಕ ನಾಯಕರು ಮುಂದಿನ ಹೋರಾಟದ ರೂಪುರೇಷೆ ಕುರಿತು ಮಾಹಿತಿ ನೀಡಲಿದ್ದಾರೆ ಎಂದು ಪ್ರಕಟಣೆ ತಿಳಿಸಿದೆ. ವೇತನ ತಾರತಮ್ಯ, ಖಾಯಂಾತಿ ಹಾಗೂ ಸೇವಾ ಭದ್ರತೆ ಕುರಿತು ಸರ್ಕಾರದ ಗಮನ ಸೆಳೆಯಲು ತೀರ್ಮಾನಿಸಲಾಗಿದೆ. bbox=[18, 940, 193, 1020]
pwd-indent-item: Modified Indent No. (PWD/2024-25/BD/WORK_INDENT20855) bbox=[719, 1198, 910, 1204]
